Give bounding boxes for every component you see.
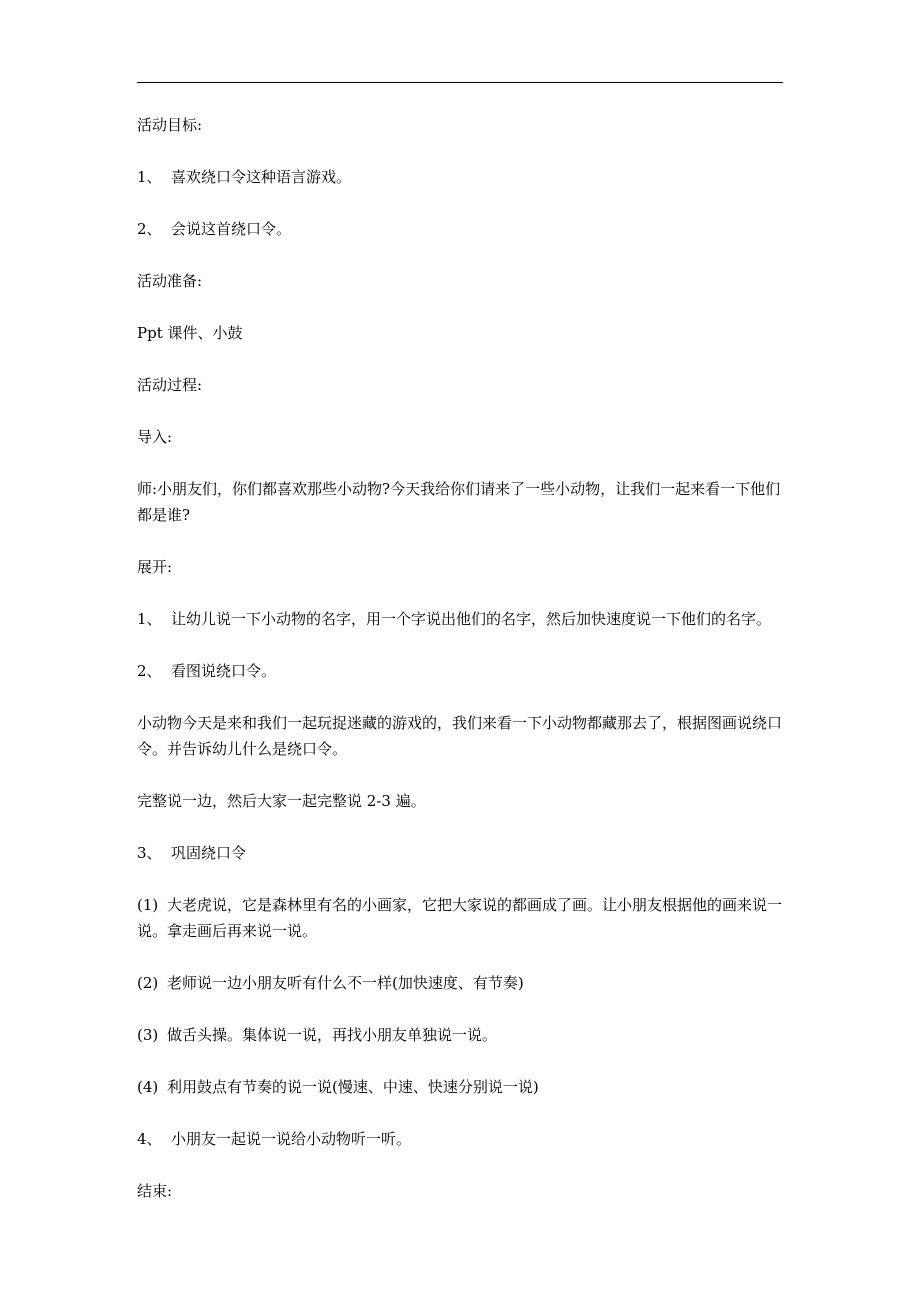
step-4 <box>137 1126 787 1152</box>
sub-step-4 <box>137 1074 787 1100</box>
sub-step-1-text: 大老虎说，它是森林里有名的小画家，它把大家说的都画成了画。让小朋友根据他的画来说一说。拿走画后再来说一说。 <box>137 896 783 940</box>
sub-step-4-number: (4) <box>137 1078 159 1096</box>
sub-step-1 <box>137 892 787 944</box>
sub-step-2-number: (2) <box>137 974 159 992</box>
step-3-number: 3、 <box>137 844 162 862</box>
step-2-text: 看图说绕口令。 <box>171 662 277 680</box>
heading-preparation: 活动准备: <box>137 272 203 290</box>
sub-step-3-text: 做舌头操。集体说一说，再找小朋友单独说一说。 <box>167 1026 498 1044</box>
step-4-number: 4、 <box>137 1130 162 1148</box>
sub-step-3-number: (3) <box>137 1026 159 1044</box>
preparation-text: Ppt 课件、小鼓 <box>137 324 243 342</box>
step-2-detail: 小动物今天是来和我们一起玩捉迷藏的游戏的，我们来看一下小动物都藏那去了，根据图画说绕口令。并告诉幼儿什么是绕口令。 <box>137 714 783 758</box>
objective-2-text: 会说这首绕口令。 <box>171 220 292 238</box>
sub-step-2 <box>137 970 787 996</box>
step-2-practice: 完整说一边，然后大家一起完整说 2-3 遍。 <box>137 792 426 810</box>
heading-objectives: 活动目标: <box>137 116 203 134</box>
sub-step-4-text: 利用鼓点有节奏的说一说(慢速、中速、快速分别说一说) <box>167 1078 539 1096</box>
sub-step-1-number: (1) <box>137 896 159 914</box>
step-2 <box>137 658 787 684</box>
step-1-number: 1、 <box>137 610 162 628</box>
step-3 <box>137 840 787 866</box>
heading-intro: 导入: <box>137 428 173 446</box>
step-4-text: 小朋友一起说一说给小动物听一听。 <box>171 1130 412 1148</box>
objective-2 <box>137 216 787 242</box>
objective-1-number: 1、 <box>137 168 162 186</box>
heading-expand: 展开: <box>137 558 173 576</box>
objective-2-number: 2、 <box>137 220 162 238</box>
objective-1 <box>137 164 787 190</box>
step-2-number: 2、 <box>137 662 162 680</box>
heading-process: 活动过程: <box>137 376 203 394</box>
sub-step-3 <box>137 1022 787 1048</box>
sub-step-2-text: 老师说一边小朋友听有什么不一样(加快速度、有节奏) <box>167 974 524 992</box>
objective-1-text: 喜欢绕口令这种语言游戏。 <box>171 168 352 186</box>
step-1 <box>137 606 787 632</box>
document-body <box>137 112 787 1230</box>
intro-text: 师:小朋友们，你们都喜欢那些小动物?今天我给你们请来了一些小动物，让我们一起来看一下他们都是谁? <box>137 480 781 524</box>
step-1-text: 让幼儿说一下小动物的名字，用一个字说出他们的名字，然后加快速度说一下他们的名字。 <box>171 610 772 628</box>
header-rule <box>137 82 783 83</box>
step-3-text: 巩固绕口令 <box>171 844 247 862</box>
heading-end: 结束: <box>137 1182 173 1200</box>
